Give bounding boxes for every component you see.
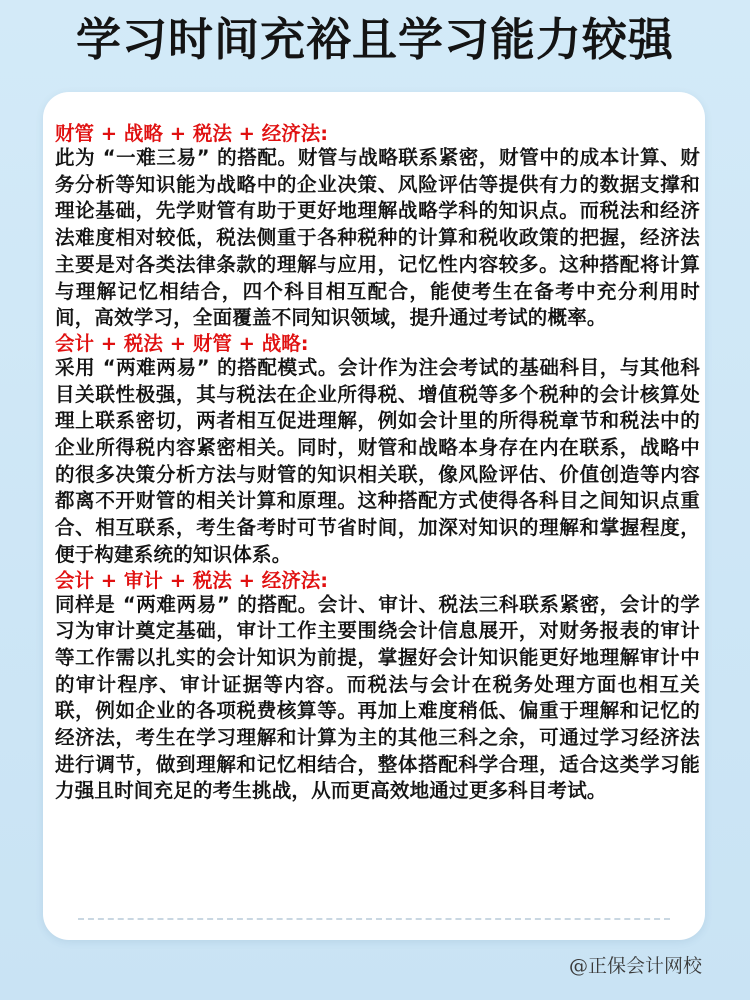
section-title-2: 会计 + 税法 + 财管 + 战略: [55, 331, 309, 355]
headline: 学习时间充裕且学习能力较强 [75, 13, 674, 66]
dashed-divider [78, 918, 670, 920]
content-body [55, 122, 700, 805]
section-body-1: 此为 “一难三易” 的搭配。财管与战略联系紧密，财管中的成本计算、财务分析等知识能为战略中的企业决策、风险评估等提供有力的数据支撑和理论基础，先学财管有助于更好地理解战略学科的知识点。而税法和经济法难度相对较低，税法侧重于各种税种的计算和税收政策的把握，经济法主要是对各类法律条款的理解与应用，记忆性内容较多。这种搭配将计算与理解记忆相结合，四个科目相互配合，能使考生在备考中充分利用时间，高效学习，全面覆盖不同知识领域，提升通过考试的概率。 [55, 146, 700, 330]
section-title-3: 会计 + 审计 + 税法 + 经济法: [55, 568, 329, 592]
section-title-1: 财管 + 战略 + 税法 + 经济法: [55, 122, 329, 145]
content-card [43, 92, 705, 940]
footer-watermark: @正保会计网校 [568, 955, 702, 977]
section-body-2: 采用 “两难两易” 的搭配模式。会计作为注会考试的基础科目，与其他科目关联性极强，其与税法在企业所得税、增值税等多个税种的会计核算处理上联系密切，两者相互促进理解，例如会计里的所得税章节和税法中的企业所得税内容紧密相关。同时，财管和战略本身存在内在联系，战略中的很多决策分析方法与财管的知识相关联，像风险评估、价值创造等内容都离不开财管的相关计算和原理。这种搭配方式使得各科目之间知识点重合、相互联系，考生备考时可节省时间，加深对知识的理解和掌握程度，便于构建系统的知识体系。 [55, 355, 700, 566]
section-body-3: 同样是 “两难两易” 的搭配。会计、审计、税法三科联系紧密，会计的学习为审计奠定基础，审计工作主要围绕会计信息展开，对财务报表的审计等工作需以扎实的会计知识为前提，掌握好会计知识能更好地理解审计中的审计程序、审计证据等内容。而税法与会计在税务处理方面也相互关联，例如企业的各项税费核算等。再加上难度稍低、偏重于理解和记忆的经济法，考生在学习理解和计算为主的其他三科之余，可通过学习经济法进行调节，做到理解和记忆相结合，整体搭配科学合理，适合这类学习能力强且时间充足的考生挑战，从而更高效地通过更多科目考试。 [55, 592, 700, 803]
